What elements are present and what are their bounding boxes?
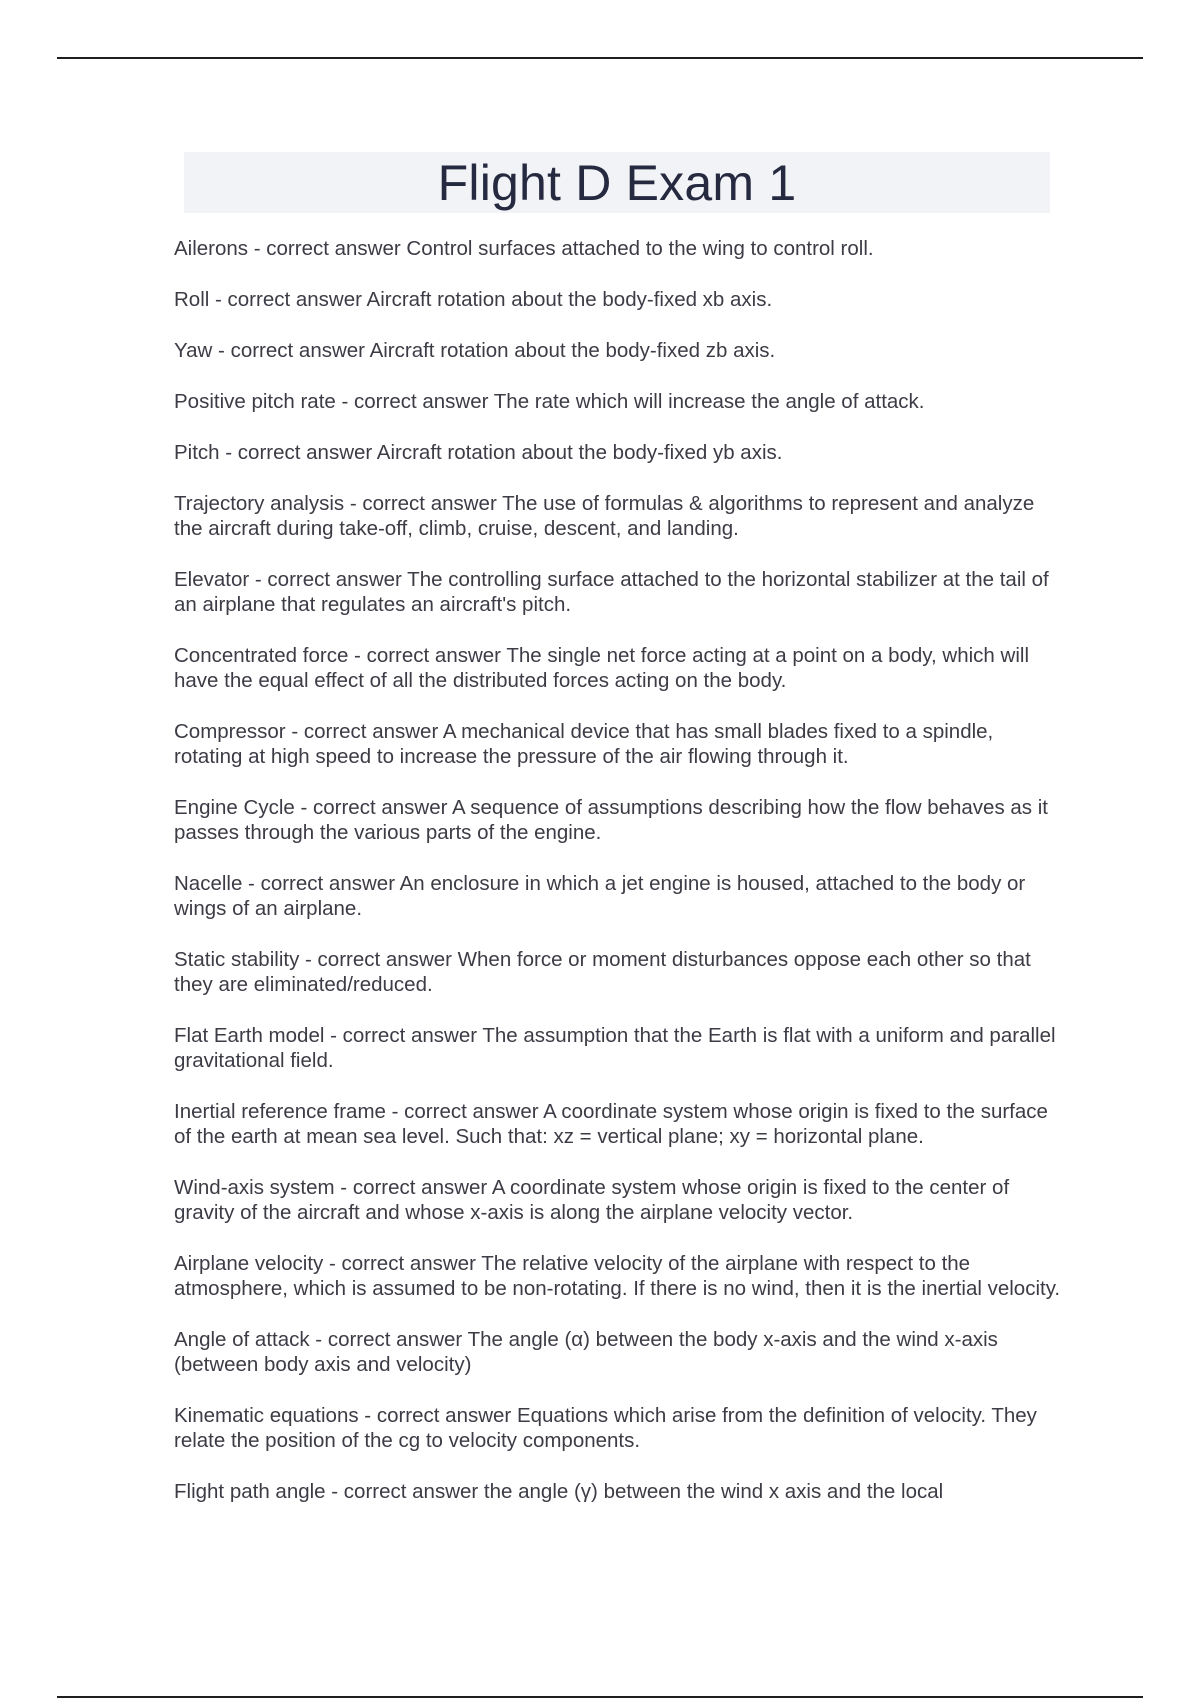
list-item: Trajectory analysis - correct answer The use of formulas & algorithms to represent and analyze the aircraft during take-off, climb, cruise, descent, and landing. (174, 492, 1035, 540)
list-item: Roll - correct answer Aircraft rotation about the body-fixed xb axis. (174, 288, 773, 311)
list-item: Concentrated force - correct answer The single net force acting at a point on a body, which will have the equal effect of all the distributed forces acting on the body. (174, 644, 1029, 692)
list-item: Flat Earth model - correct answer The assumption that the Earth is flat with a uniform and parallel gravitational field. (174, 1024, 1056, 1072)
list-item: Airplane velocity - correct answer The relative velocity of the airplane with respect to the atmosphere, which is assumed to be non-rotating. If there is no wind, then it is the inertial velocity. (174, 1252, 1061, 1300)
list-item: Inertial reference frame - correct answer A coordinate system whose origin is fixed to the surface of the earth at mean sea level. Such that: xz = vertical plane; xy = horizontal plane. (174, 1100, 1048, 1148)
qa-list (174, 236, 1064, 1530)
list-item: Compressor - correct answer A mechanical device that has small blades fixed to a spindle, rotating at high speed to increase the pressure of the air flowing through it. (174, 720, 994, 768)
list-item: Yaw - correct answer Aircraft rotation about the body-fixed zb axis. (174, 339, 776, 362)
list-item: Engine Cycle - correct answer A sequence of assumptions describing how the flow behaves as it passes through the various parts of the engine. (174, 796, 1048, 844)
list-item: Ailerons - correct answer Control surfaces attached to the wing to control roll. (174, 237, 874, 260)
list-item: Angle of attack - correct answer The angle (α) between the body x-axis and the wind x-axis (between body axis and velocity) (174, 1328, 998, 1376)
list-item: Flight path angle - correct answer the angle (γ) between the wind x axis and the local (174, 1480, 944, 1503)
list-item: Static stability - correct answer When force or moment disturbances oppose each other so that they are eliminated/reduced. (174, 948, 1031, 996)
top-divider (57, 57, 1143, 59)
list-item: Elevator - correct answer The controlling surface attached to the horizontal stabilizer at the tail of an airplane that regulates an aircraft's pitch. (174, 568, 1049, 616)
title-banner (184, 152, 1050, 213)
list-item: Positive pitch rate - correct answer The rate which will increase the angle of attack. (174, 390, 925, 413)
list-item: Nacelle - correct answer An enclosure in which a jet engine is housed, attached to the body or wings of an airplane. (174, 872, 1026, 920)
list-item: Kinematic equations - correct answer Equations which arise from the definition of velocity. They relate the position of the cg to velocity components. (174, 1404, 1037, 1452)
page-title: Flight D Exam 1 (437, 154, 797, 211)
list-item: Wind-axis system - correct answer A coordinate system whose origin is fixed to the center of gravity of the aircraft and whose x-axis is along the airplane velocity vector. (174, 1176, 1010, 1224)
list-item: Pitch - correct answer Aircraft rotation about the body-fixed yb axis. (174, 441, 783, 464)
bottom-divider (57, 1696, 1143, 1698)
